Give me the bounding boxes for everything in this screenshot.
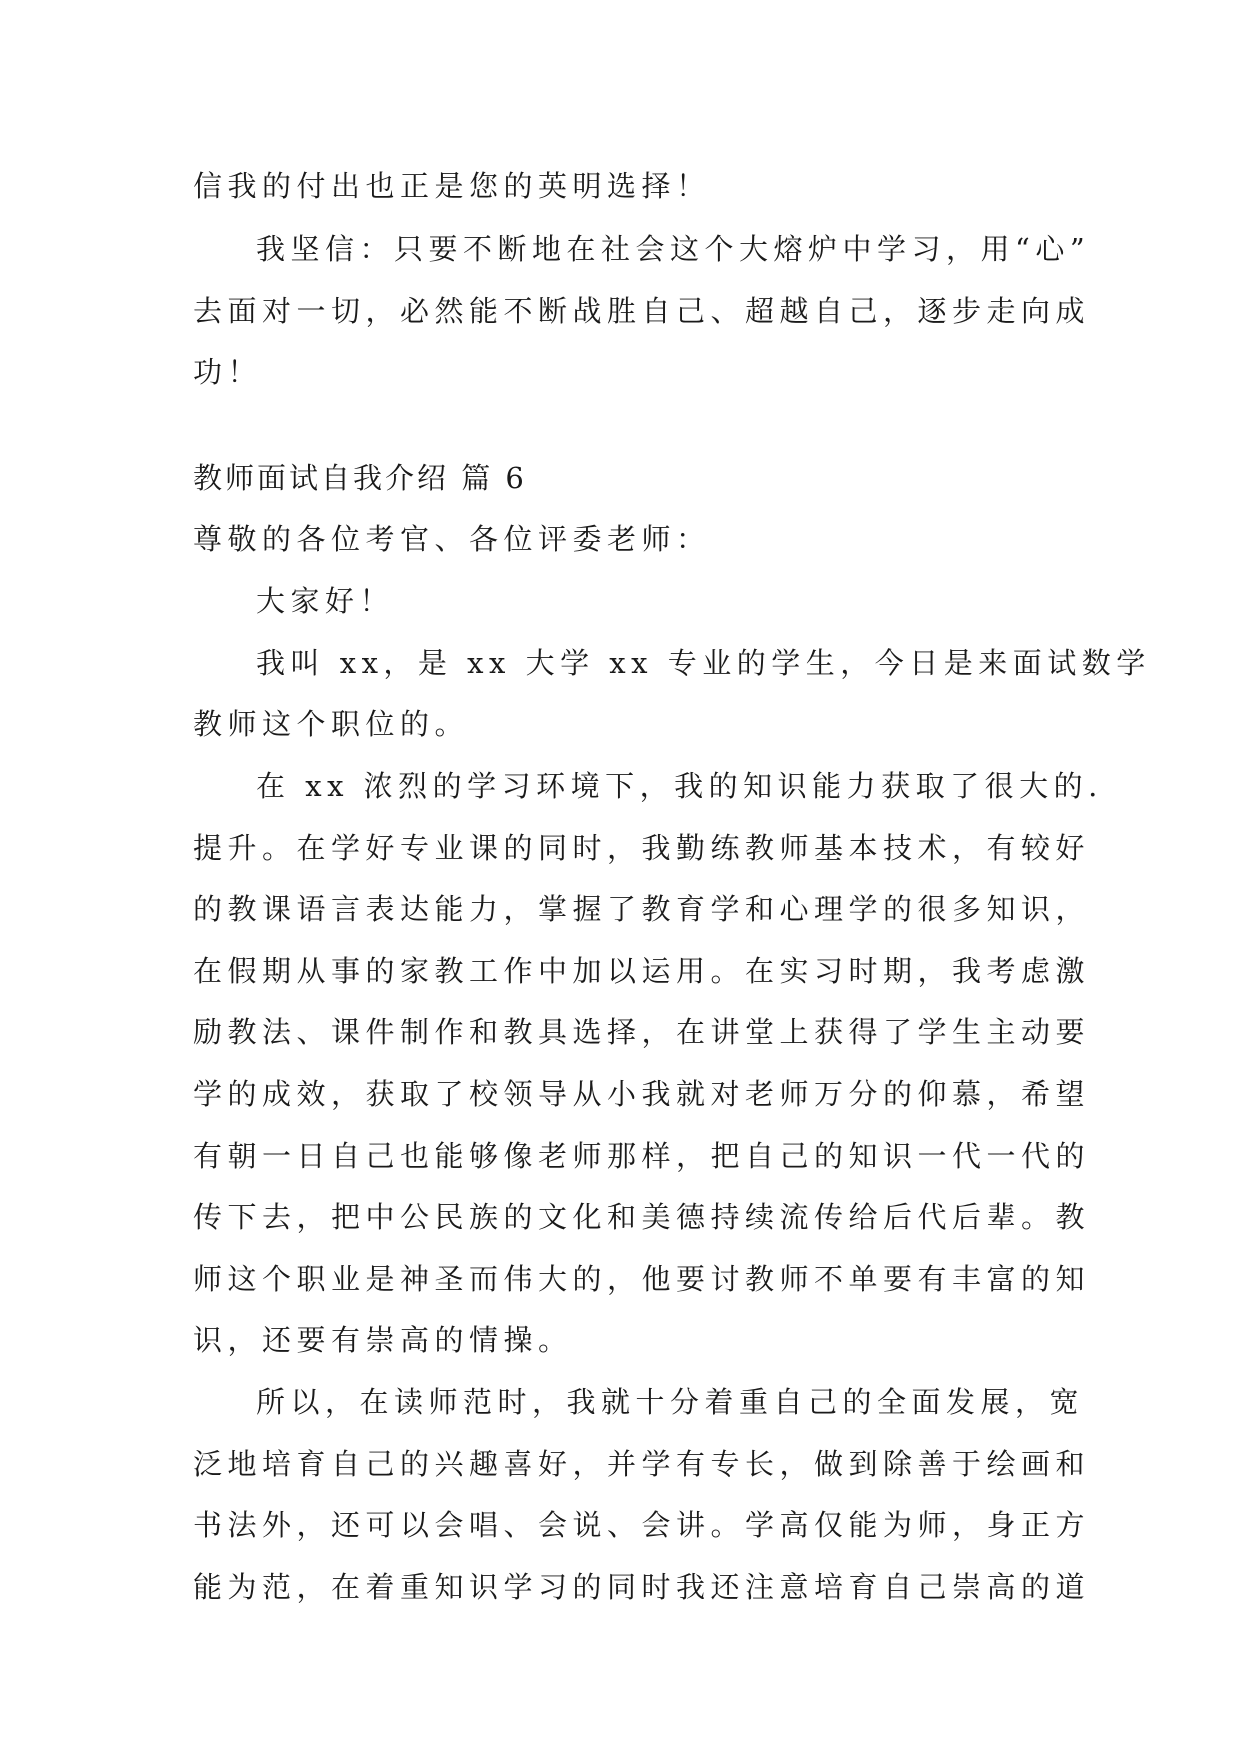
paragraph-line: 传下去，把中公民族的文化和美德持续流传给后代后辈。教 — [193, 1200, 1091, 1234]
paragraph-line: 我坚信：只要不断地在社会这个大熔炉中学习，用“心” — [256, 232, 1091, 266]
paragraph-line: 在假期从事的家教工作中加以运用。在实习时期，我考虑激 — [193, 954, 1091, 988]
section-heading: 教师面试自我介绍 篇 6 — [193, 461, 527, 495]
paragraph-line: 我叫 xx，是 xx 大学 xx 专业的学生，今日是来面试数学 — [256, 646, 1151, 680]
paragraph-line: 去面对一切，必然能不断战胜自己、超越自己，逐步走向成 — [193, 294, 1091, 328]
paragraph-line: 所以，在读师范时，我就十分着重自己的全面发展，宽 — [256, 1385, 1085, 1419]
paragraph-line: 功！ — [193, 355, 263, 389]
paragraph-line: 教师这个职位的。 — [193, 707, 470, 741]
paragraph-line: 能为范，在着重知识学习的同时我还注意培育自己崇高的道 — [193, 1570, 1091, 1604]
paragraph-line: 泛地培育自己的兴趣喜好，并学有专长，做到除善于绘画和 — [193, 1447, 1091, 1481]
paragraph-line: 信我的付出也正是您的英明选择！ — [193, 169, 711, 203]
paragraph-line: 师这个职业是神圣而伟大的，他要讨教师不单要有丰富的知 — [193, 1262, 1091, 1296]
paragraph-line: 识，还要有崇高的情操。 — [193, 1323, 573, 1357]
paragraph-line: 励教法、课件制作和教具选择，在讲堂上获得了学生主动要 — [193, 1015, 1091, 1049]
paragraph-line: 提升。在学好专业课的同时，我勤练教师基本技术，有较好 — [193, 831, 1091, 865]
salutation: 尊敬的各位考官、各位评委老师： — [193, 522, 711, 556]
paragraph-line: 学的成效，获取了校领导从小我就对老师万分的仰慕，希望 — [193, 1077, 1091, 1111]
paragraph-line: 有朝一日自己也能够像老师那样，把自己的知识一代一代的 — [193, 1139, 1091, 1173]
greeting: 大家好！ — [256, 584, 395, 618]
paragraph-line: 书法外，还可以会唱、会说、会讲。学高仅能为师，身正方 — [193, 1508, 1091, 1542]
paragraph-line: 在 xx 浓烈的学习环境下，我的知识能力获取了很大的. — [256, 769, 1103, 803]
paragraph-line: 的教课语言表达能力，掌握了教育学和心理学的很多知识， — [193, 892, 1091, 926]
